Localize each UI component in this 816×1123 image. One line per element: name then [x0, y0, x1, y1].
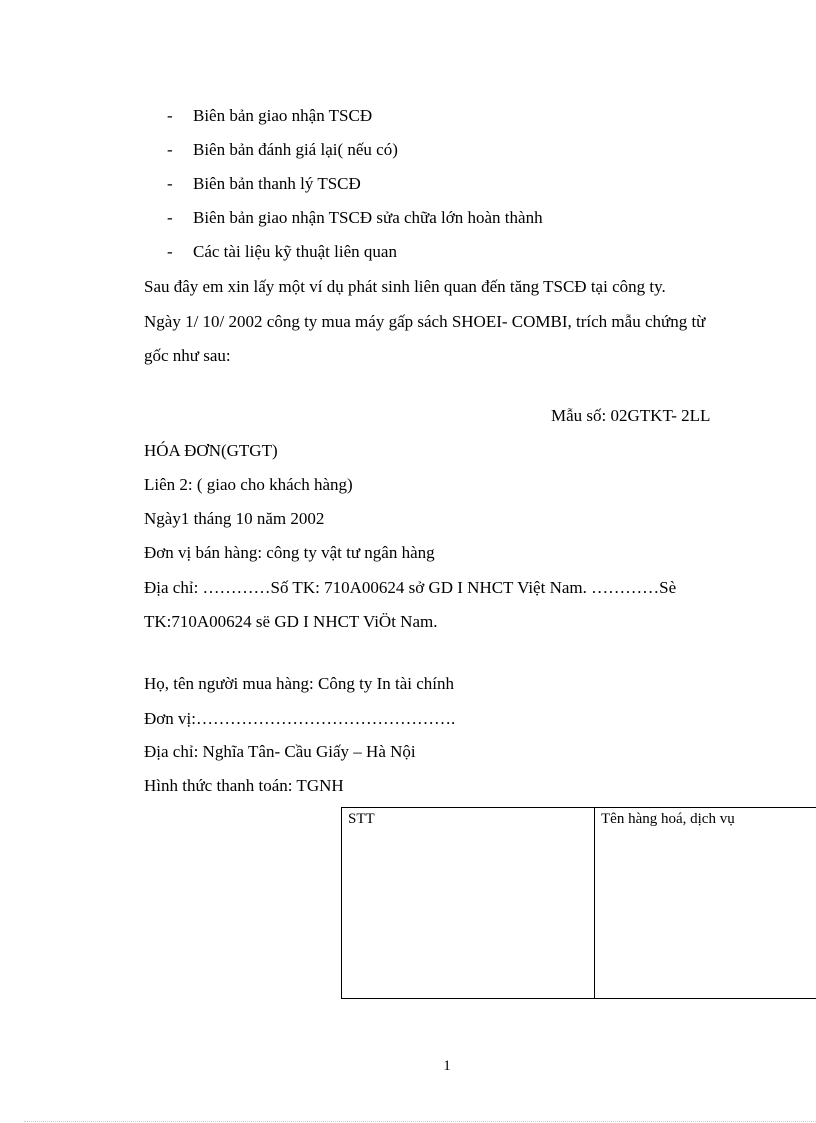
bullet-marker: -	[167, 140, 173, 159]
page-number: 1	[443, 1058, 451, 1074]
page-bottom-divider	[24, 1121, 816, 1122]
table-header-stt: STT	[342, 808, 595, 999]
bullet-marker: -	[167, 106, 173, 125]
intro-paragraph: Sau đây em xin lấy một ví dụ phát sinh liên quan đến tăng TSCĐ tại công ty.	[144, 277, 666, 296]
invoice-copy: Liên 2: ( giao cho khách hàng)	[144, 475, 353, 494]
purchase-paragraph-line: gốc như sau:	[144, 346, 231, 365]
buyer-unit: Đơn vị:……………………………………….	[144, 709, 456, 728]
seller-address: Địa chỉ: …………Số TK: 710A00624 sở GD I NHCT Việt Nam. …………Sè	[144, 578, 677, 597]
invoice-date: Ngày1 tháng 10 năm 2002	[144, 509, 325, 528]
seller-name: Đơn vị bán hàng: công ty vật tư ngân hàng	[144, 543, 435, 562]
form-number: Mẫu số: 02GTKT- 2LL	[551, 406, 711, 425]
invoice-title: HÓA ĐƠN(GTGT)	[144, 441, 278, 460]
bullet-marker: -	[167, 208, 173, 227]
bullet-marker: -	[167, 174, 173, 193]
bullet-text: Các tài liệu kỹ thuật liên quan	[193, 242, 397, 261]
seller-account: TK:710A00624 së GD I NHCT ViÖt Nam.	[144, 612, 438, 631]
bullet-text: Biên bản giao nhận TSCĐ	[193, 106, 373, 125]
table-header-goods: Tên hàng hoá, dịch vụ	[595, 808, 816, 999]
invoice-table	[341, 807, 816, 999]
bullet-text: Biên bản đánh giá lại( nếu có)	[193, 140, 398, 159]
buyer-name: Họ, tên người mua hàng: Công ty In tài chính	[144, 674, 454, 693]
bullet-marker: -	[167, 242, 173, 261]
table-row	[342, 808, 816, 999]
payment-method: Hình thức thanh toán: TGNH	[144, 776, 344, 795]
buyer-address: Địa chỉ: Nghĩa Tân- Cầu Giấy – Hà Nội	[144, 742, 416, 761]
purchase-paragraph-line: Ngày 1/ 10/ 2002 công ty mua máy gấp sách SHOEI- COMBI, trích mẫu chứng từ	[144, 312, 706, 331]
bullet-text: Biên bản thanh lý TSCĐ	[193, 174, 361, 193]
bullet-text: Biên bản giao nhận TSCĐ sửa chữa lớn hoàn thành	[193, 208, 543, 227]
